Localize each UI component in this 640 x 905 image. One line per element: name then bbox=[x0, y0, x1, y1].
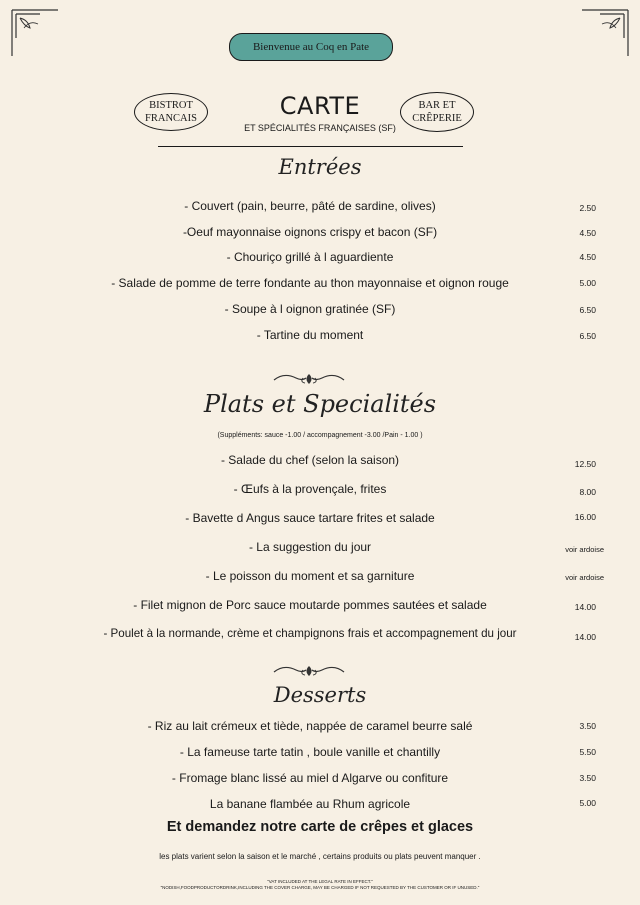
menu-item: - Bavette d Angus sauce tartare frites et salade bbox=[185, 511, 435, 525]
menu-item: - La fameuse tarte tatin , boule vanille et chantilly bbox=[179, 745, 441, 759]
menu-item-price: 6.50 bbox=[579, 305, 596, 315]
section-title-plats: Plats et Specialités bbox=[203, 390, 437, 418]
menu-item: - Le poisson du moment et sa garniture bbox=[205, 569, 415, 583]
page-subtitle: ET SPÉCIALITÉS FRANÇAISES (SF) bbox=[244, 123, 396, 133]
corner-ornament-icon bbox=[10, 8, 60, 58]
menu-item: - Salade de pomme de terre fondante au thon mayonnaise et oignon rouge bbox=[111, 276, 509, 290]
menu-item-price: 14.00 bbox=[574, 602, 596, 612]
menu-item: - Fromage blanc lissé au miel d Algarve ou confiture bbox=[171, 771, 449, 785]
menu-item-price: voir ardoise bbox=[565, 573, 604, 582]
menu-item: - Tartine du moment bbox=[256, 328, 364, 342]
menu-item: - Soupe à l oignon gratinée (SF) bbox=[224, 302, 396, 316]
menu-item-price: 5.00 bbox=[579, 278, 596, 288]
menu-item-price: voir ardoise bbox=[565, 545, 604, 554]
section-title-entrees: Entrées bbox=[278, 155, 362, 179]
menu-item-price: 2.50 bbox=[579, 203, 596, 213]
supplements-note: (Suppléments: sauce -1.00 / accompagnement -3.00 /Pain - 1.00 ) bbox=[217, 432, 423, 439]
menu-item: La banane flambée au Rhum agricole bbox=[209, 797, 411, 811]
menu-item: - La suggestion du jour bbox=[248, 540, 372, 554]
menu-item: - Filet mignon de Porc sauce moutarde pommes sautées et salade bbox=[133, 598, 487, 612]
menu-item-price: 5.00 bbox=[579, 798, 596, 808]
menu-item: -Oeuf mayonnaise oignons crispy et bacon (SF) bbox=[182, 225, 438, 239]
menu-item: - Riz au lait crémeux et tiède, nappée de caramel beurre salé bbox=[147, 719, 473, 733]
legal-line: "VAT INCLUDED AT THE LEGAL RATE IN EFFECT." bbox=[267, 879, 373, 884]
badge-line: CRÊPERIE bbox=[412, 113, 462, 124]
welcome-banner: Bienvenue au Coq en Pate bbox=[229, 33, 393, 61]
section-title-desserts: Desserts bbox=[273, 683, 367, 707]
crepes-callout: Et demandez notre carte de crêpes et glaces bbox=[166, 819, 474, 835]
page-title: CARTE bbox=[279, 92, 361, 120]
menu-item: - Chouriço grillé à l aguardiente bbox=[226, 250, 394, 264]
divider bbox=[158, 146, 463, 147]
menu-item: - Œufs à la provençale, frites bbox=[233, 482, 387, 496]
badge-line: BISTROT bbox=[149, 100, 193, 111]
menu-item-price: 14.00 bbox=[574, 632, 596, 642]
corner-ornament-icon bbox=[580, 8, 630, 58]
menu-item-price: 3.50 bbox=[579, 721, 596, 731]
menu-item-price: 8.00 bbox=[579, 487, 596, 497]
legal-line: "NODISH,FOODPRODUCTORDRINK,INCLUDING THE COVER CHARGE, MAY BE CHARGED IF NOT REQUESTED BY THE CUSTOMER OR IF UNUSED." bbox=[160, 885, 480, 890]
menu-item-price: 3.50 bbox=[579, 773, 596, 783]
menu-item: - Salade du chef (selon la saison) bbox=[220, 453, 400, 467]
menu-item-price: 16.00 bbox=[574, 512, 596, 522]
footer-note: les plats varient selon la saison et le marché , certains produits ou plats peuvent manquer . bbox=[159, 852, 481, 861]
menu-item: - Couvert (pain, beurre, pâté de sardine, olives) bbox=[184, 199, 436, 213]
flourish-ornament-icon bbox=[272, 664, 346, 678]
menu-item-price: 5.50 bbox=[579, 747, 596, 757]
badge-line: BAR ET bbox=[418, 100, 456, 111]
menu-item-price: 4.50 bbox=[579, 252, 596, 262]
menu-item-price: 12.50 bbox=[574, 459, 596, 469]
menu-item-price: 6.50 bbox=[579, 331, 596, 341]
badge-line: FRANCAIS bbox=[145, 113, 197, 124]
menu-item-price: 4.50 bbox=[579, 228, 596, 238]
menu-item: - Poulet à la normande, crème et champignons frais et accompagnement du jour bbox=[103, 627, 517, 640]
flourish-ornament-icon bbox=[272, 372, 346, 386]
